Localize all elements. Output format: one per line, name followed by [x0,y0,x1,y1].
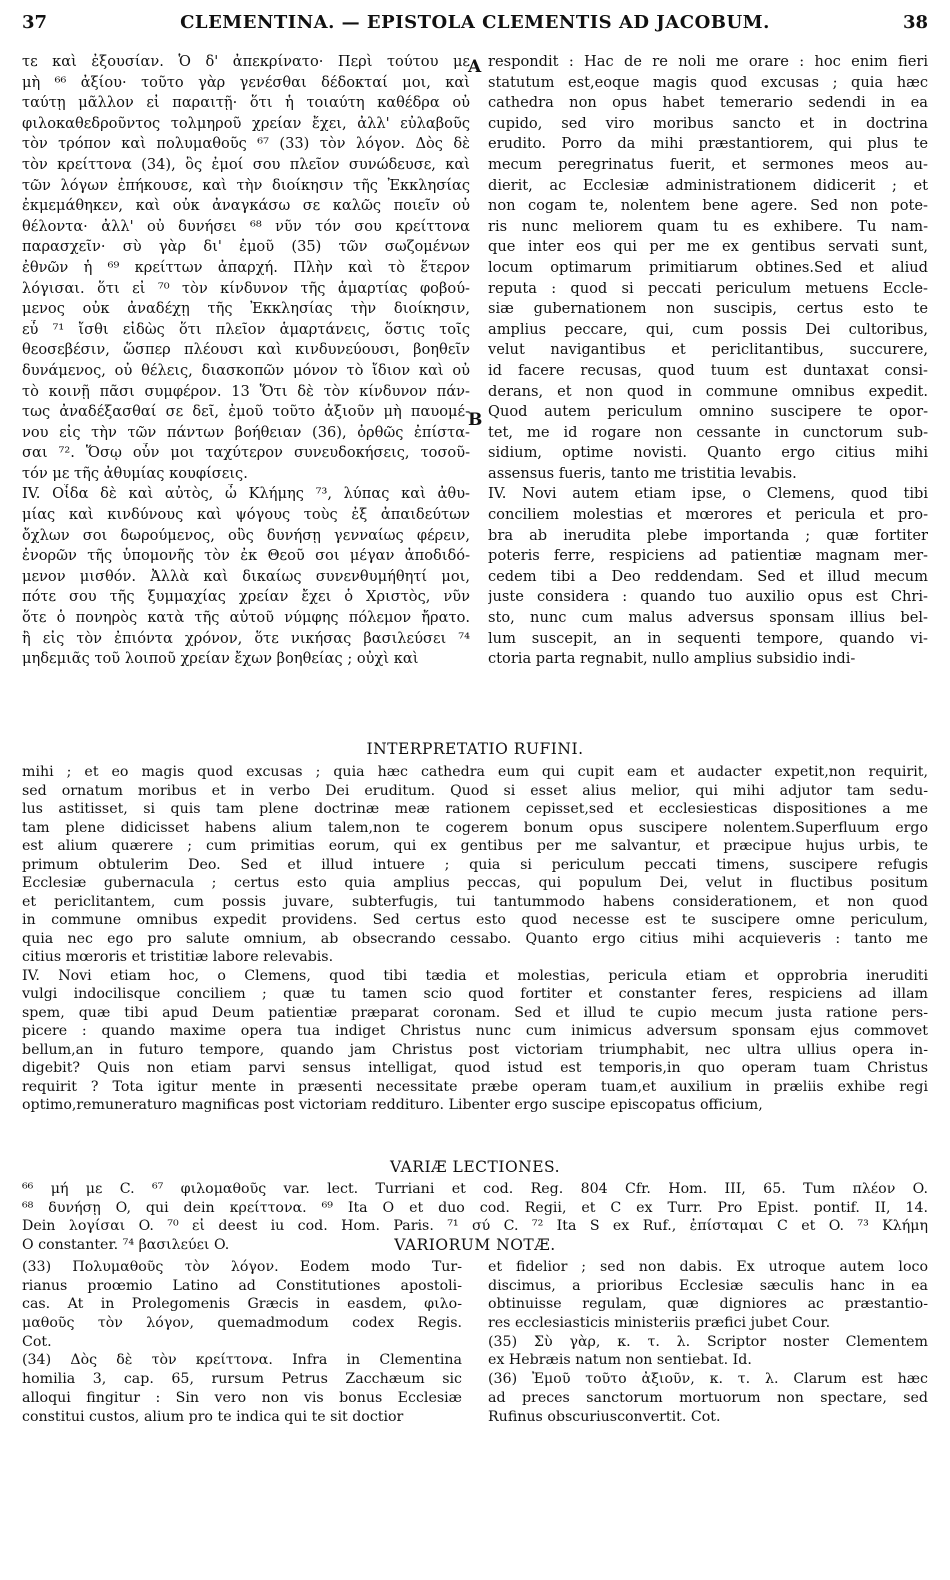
rufinus-text-line: Ecclesiæ gubernacula ; certus esto quia amplius peccas, qui populum Dei, velut in fluctibus positum [22,875,928,891]
greek-text-line: IV. Οἶδα δὲ καὶ αὐτὸς, ὦ Κλήμης ⁷³, λύπας καὶ ἀθυ- [22,485,470,503]
rufinus-text-line: vulgi indocilisque conciliem ; quæ tu tamen scio quod fortiter et constanter feres, respiciens ad illam [22,986,928,1002]
rufinus-text-line: picere : quando maxime opera tua indiget Christus nunc cum inimicus adversum sponsam ejus commovet [22,1023,928,1039]
rufinus-translation [22,763,928,1115]
greek-text-line: τὸ κοινῇ πᾶσι συμφέρον. 13 Ὅτι δὲ τὸν κίνδυνον πάν- [22,382,470,400]
latin-text-line: ris nunc meliorem quam tu es exhibere. Tu nam- [488,217,928,235]
latin-text-line: cupido, sed viro moribus sancto et in doctrina [488,114,928,132]
running-title: CLEMENTINA. — EPISTOLA CLEMENTIS AD JACOBUM. [180,12,770,33]
greek-text-line: ἐνορῶν τῆς ὑπομονῆς τὸν ἐκ Θεοῦ σοι μέγαν ἀποδιδό- [22,547,470,565]
note-line: μαθοῦς τὸν λόγον, quemadmodum codex Regis. [22,1315,462,1332]
greek-text-line: φιλοκαθεδροῦντος τολμηροῦ χρείαν ἔχει, ἀλλ' εὐλαβοῦς [22,114,470,132]
latin-text-line: reputa : quod si peccati periculum metuens Eccle- [488,279,928,297]
greek-text-line: θεοσεβέσιν, ὥσπερ πλέουσι καὶ κινδυνεύουσι, βοηθεῖν [22,341,470,359]
greek-text-line: θέλοντα· ἀλλ' οὐ δυνήσει ⁶⁸ νῦν τόν σου κρείττονα [22,217,470,235]
note-line: (36) Ἐμοῦ τοῦτο ἀξιοῦν, κ. τ. λ. Clarum est hæc [488,1371,928,1388]
greek-text-line: πότε σου τῆς ξυμμαχίας χρείαν ἔχει ὁ Χριστὸς, νῦν [22,588,470,606]
latin-text-line: statutum est,eoque magis quod excusas ; quia hæc [488,73,928,91]
latin-text-line: cedem tibi a Deo reddendam. Sed et illud mecum [488,567,928,585]
note-line: discimus, a prioribus Ecclesiæ sæculis hanc in ea [488,1277,928,1294]
note-line: rianus proœmio Latino ad Constitutiones apostoli- [22,1277,462,1294]
latin-text-line: dierit, ac Ecclesiæ administrationem didicerit ; et [488,176,928,194]
greek-text-line: εὖ ⁷¹ ἴσθι εἰδὼς ὅτι πλεῖον ἁμαρτάνεις, ὅστις τοῖς [22,320,470,338]
greek-text-line: μενον μισθόν. Ἀλλὰ καὶ δικαίως συνενθυμήθητί μοι, [22,567,470,585]
section-heading-variae: VARIÆ LECTIONES. [389,1158,561,1176]
latin-text-line: velut navigantibus et periclitantibus, succurere, [488,341,928,359]
latin-text-line: sto, nunc cum malus adversus sponsam illius bel- [488,609,928,627]
greek-text-line: μίας καὶ κινδύνους καὶ ψόγους τοὺς ἐξ ἀπαιδεύτων [22,506,470,524]
latin-text-line: siæ gubernationem non suscipis, certus esto te [488,300,928,318]
greek-text-line: νου εἰς τὴν τῶν πάντων βοήθειαν (36), ὀρθῶς ἐπίστα- [22,423,470,441]
note-line: ex Hebræis natum non sentiebat. Id. [488,1352,752,1369]
greek-text-column [22,52,470,670]
latin-text-line: Quod autem periculum omnino suscipere te opor- [488,403,928,421]
greek-text-line: τόν με τῆς ἀθυμίας κουφίσεις. [22,464,248,482]
margin-marker-b: B [468,410,483,430]
latin-text-line: derans, et non quod in commune omnibus expedit. [488,382,928,400]
notes-right-column [488,1258,928,1426]
latin-text-line: bra ab inerudita plebe importanda ; quæ fortiter [488,526,928,544]
latin-text-line: conciliem molestias et mœrores et pericula et pro- [488,506,928,524]
note-line: constitui custos, alium pro te indica qui te sit doctior [22,1408,404,1425]
latin-text-line: non cogam te, nolentem bene agere. Sed non pote- [488,197,928,215]
latin-text-column [488,52,928,670]
latin-text-line: juste considera : quando tuo auxilio opus est Chri- [488,588,928,606]
latin-text-line: id facere recusas, quod tuum est duntaxat consi- [488,361,928,379]
note-line: (34) Δὸς δὲ τὸν κρείττονα. Infra in Clementina [22,1352,462,1369]
page-number-left: 37 [22,12,48,33]
greek-text-line: παρασχεῖν· σὺ γὰρ δι' ἐμοῦ (35) τῶν σωζομένων [22,238,470,256]
rufinus-text-line: sed ornatum moribus et in verbo Dei eruditum. Quod si esset alius melior, qui mihi adjutor tam sedu- [22,782,928,799]
latin-text-line: erudito. Porro da mihi præstantiorem, qui plus te [488,135,928,153]
latin-text-line: IV. Novi autem etiam ipse, o Clemens, quod tibi [488,485,928,503]
greek-text-line: τὸν τρόπον καὶ πολυμαθοῦς ⁶⁷ (33) τὸν λόγον. Δὸς δὲ [22,135,470,153]
note-line: homilia 3, cap. 65, rursum Petrus Zacchæum sic [22,1371,462,1388]
greek-text-line: μὴ ⁶⁶ ἀξίου· τοῦτο γὰρ γενέσθαι δέδοκταί μοι, καὶ [22,73,470,91]
greek-text-line: ὄχλων σοι δωρούμενος, οὓς δυνήσῃ γενναίως φέρειν, [22,526,470,544]
variant-reading-line: O constanter. ⁷⁴ βασιλεύει O. [22,1236,230,1253]
greek-text-line: λόγισαι. ὅτι εἰ ⁷⁰ τὸν κίνδυνον τῆς ἁμαρτίας φοβού- [22,279,470,297]
latin-text-line: amplius peccare, qui, cum possis Dei cultoribus, [488,320,928,338]
greek-text-line: σαι ⁷². Ὅσῳ οὖν μοι ταχύτερον συνευδοκήσεις, τοσοῦ- [22,444,470,462]
latin-text-line: respondit : Hac de re noli me orare : hoc enim fieri [488,53,928,70]
greek-text-line: μηδεμιᾶς τοῦ λοιποῦ χρείαν ἔχων βοηθείας ; οὐχὶ καὶ [22,650,419,668]
section-heading-notae: VARIORUM NOTÆ. [394,1236,556,1254]
greek-text-line: ταύτῃ μᾶλλον εἰ παραιτῇ· ὅτι ἡ τοιαύτη καθέδρα οὐ [22,94,470,112]
latin-text-line: poteris ferre, respiciens ad patientiæ magnam mer- [488,547,928,565]
latin-text-line: locum optimarum primitiarum obtines.Sed et aliud [488,258,928,276]
greek-text-line: τῶν λόγων ἐπήκουσε, καὶ τὴν διοίκησιν τῆς Ἐκκλησίας [22,176,470,194]
note-line: ad preces sanctorum mortuorum non spectare, sed [488,1389,928,1406]
rufinus-text-line: bellum,an in futuro tempore, quando jam Christus post victoriam triumphabit, nec ultra ullius opera in- [22,1041,928,1058]
latin-text-line: que inter eos qui per me ex gentibus servati sunt, [488,238,928,256]
greek-text-line: τως ἀναδέξασθαί σε δεῖ, ἐμοῦ τοῦτο ἀξιοῦν μὴ παυομέ- [22,403,470,421]
variant-reading-line: ⁶⁸ δυνήσῃ O, qui dein κρείττονα. ⁶⁹ Ita O et duo cod. Regii, et C ex Turr. Pro Epist. pontif. II, 14. [22,1199,928,1216]
latin-text-line: cathedra non opus habet temerario sedendi in ea [488,94,928,112]
rufinus-text-line: optimo,remuneraturo magnificas post victoriam redditurο. Libenter ergo suscipe episcopatus officium, [22,1097,763,1113]
latin-text-line: ctoria parta regnabit, nullo amplius subsidio indi- [488,650,856,668]
variant-reading-line: Dein λογίσαι O. ⁷⁰ εἰ deest iu cod. Hom. Paris. ⁷¹ σύ C. ⁷² Ita S ex Ruf., ἐπίσταμαι C et O. ⁷³ Κλήμη [22,1218,928,1235]
rufinus-text-line: tam plene didicisset habens alium talem,non te cogerem bonum opus suscipere nolentem.Superfluum ergo [22,819,928,836]
rufinus-text-line: in commune omnibus expedit providens. Sed certus esto quod necesse est te suscipere omne periculum, [22,912,928,928]
greek-text-line: δυνάμενος, οὐ θέλεις, διασκοπῶν μόνον τὸ ἴδιον καὶ οὐ [22,361,470,379]
latin-text-line: assensus fueris, tanto me tristitia levabis. [488,464,797,482]
greek-text-line: ὅτε ὁ πονηρὸς κατὰ τῆς αὐτοῦ νύμφης πόλεμον ἤρατο. [22,609,470,627]
note-line: (35) Σὺ γὰρ, κ. τ. λ. Scriptor noster Clementem [488,1333,928,1350]
note-line: res ecclesiasticis ministeriis præfici jubet Cour. [488,1315,831,1332]
greek-text-line: ἢ εἰς τὸν ἐπιόντα χρόνον, ὅτε νικήσας βασιλεύσει ⁷⁴ [22,629,470,647]
running-header [22,12,928,38]
greek-text-line: τὸν κρείττονα (34), ὃς ἐμοί σου πλεῖον συνώδευσε, καὶ [22,155,470,173]
latin-text-line: tet, me id rogare non cessante in cunctorum sub- [488,423,928,441]
note-line: (33) Πολυμαθοῦς τὸν λόγον. Eodem modo Tur- [22,1259,462,1275]
rufinus-text-line: citius mœroris et tristitiæ labore relevabis. [22,949,334,965]
greek-text-line: ἐθνῶν ἡ ⁶⁹ κρείττων ἀπαρχή. Πλὴν καὶ τὸ ἕτερον [22,258,470,276]
greek-text-line: τε καὶ ἐξουσίαν. Ὁ δ' ἀπεκρίνατο· Περὶ τούτου με [22,53,470,70]
note-line: et fidelior ; sed non dabis. Ex utroque autem loco [488,1259,928,1275]
note-line: Rufinus obscuriusconvertit. Cot. [488,1408,721,1425]
rufinus-text-line: IV. Novi etiam hoc, o Clemens, quod tibi tædia et molestias, pericula etiam et opprobria ineruditi [22,967,928,984]
rufinus-text-line: mihi ; et eo magis quod excusas ; quia hæc cathedra eum qui cupit eam et audacter expetit,non requirit, [22,764,928,780]
rufinus-text-line: quia nec ego pro salute omnium, ab obsecrando cessabo. Quanto ergo citius mihi acquieveris : tanto me [22,930,928,947]
page-number-right: 38 [902,12,928,33]
latin-text-line: sidium, optime novisti. Quanto ergo citius mihi [488,444,928,462]
latin-text-line: lum suscepit, an in sequenti tempore, quando vi- [488,629,928,647]
rufinus-text-line: primum obtulerim Deo. Sed et illud intuere ; quia si periculum peccati timens, suscipere refugis [22,856,928,873]
note-line: cas. At in Prolegomenis Græcis in easdem, φιλο- [22,1296,462,1313]
note-line: Cot. [22,1333,52,1350]
rufinus-text-line: lus astitisset, si quis tam plene doctrinæ meæ rationem cepisset,sed et ecclesiesticas dispositiones a me [22,801,928,817]
rufinus-text-line: spem, quæ tibi apud Deum patientiæ præparat coronam. Sed et illud te cupio mecum justa ratione pers- [22,1004,928,1021]
greek-text-line: μενος οὐκ ἀναδέχῃ τῆς Ἐκκλησίας τὴν διοίκησιν, [22,300,470,318]
section-heading-rufini: INTERPRETATIO RUFINI. [366,740,584,758]
latin-text-line: mecum peregrinatus fuerit, et sermones meos au- [488,155,928,173]
note-line: obtinuisse regulam, quæ digniores ac præstantio- [488,1296,928,1313]
margin-marker-a: A [468,57,482,77]
greek-text-line: ἐκμεμάθηκεν, καὶ οὐκ ἀναγκάσω σε καλῶς ποιεῖν οὐ [22,197,470,215]
rufinus-text-line: requirit ? Tota igitur mente in præsenti necessitate præbe operam tuam,et auxilium in præliis exhibe regi [22,1078,928,1095]
notes-left-column [22,1258,462,1426]
variant-reading-line: ⁶⁶ μή με C. ⁶⁷ φιλομαθοῦς var. lect. Turriani et cod. Reg. 804 Cfr. Hom. III, 65. Tum πλέον O. [22,1181,928,1197]
note-line: alloqui fingitur : Sin vero non vis bonus Ecclesiæ [22,1389,462,1406]
rufinus-text-line: est alium quærere ; cum primitias eorum, qui ex gentibus per me salvantur, et præcipue hujus urbis, te [22,838,928,854]
rufinus-text-line: digebit? Quis non etiam parvi sensus intelligat, quod istud est temporis,in quo operam tuam Christus [22,1060,928,1076]
rufinus-text-line: et periclitantem, cum possis juvare, subterfugis, tui tantummodo habens considerationem, et non quod [22,893,928,910]
